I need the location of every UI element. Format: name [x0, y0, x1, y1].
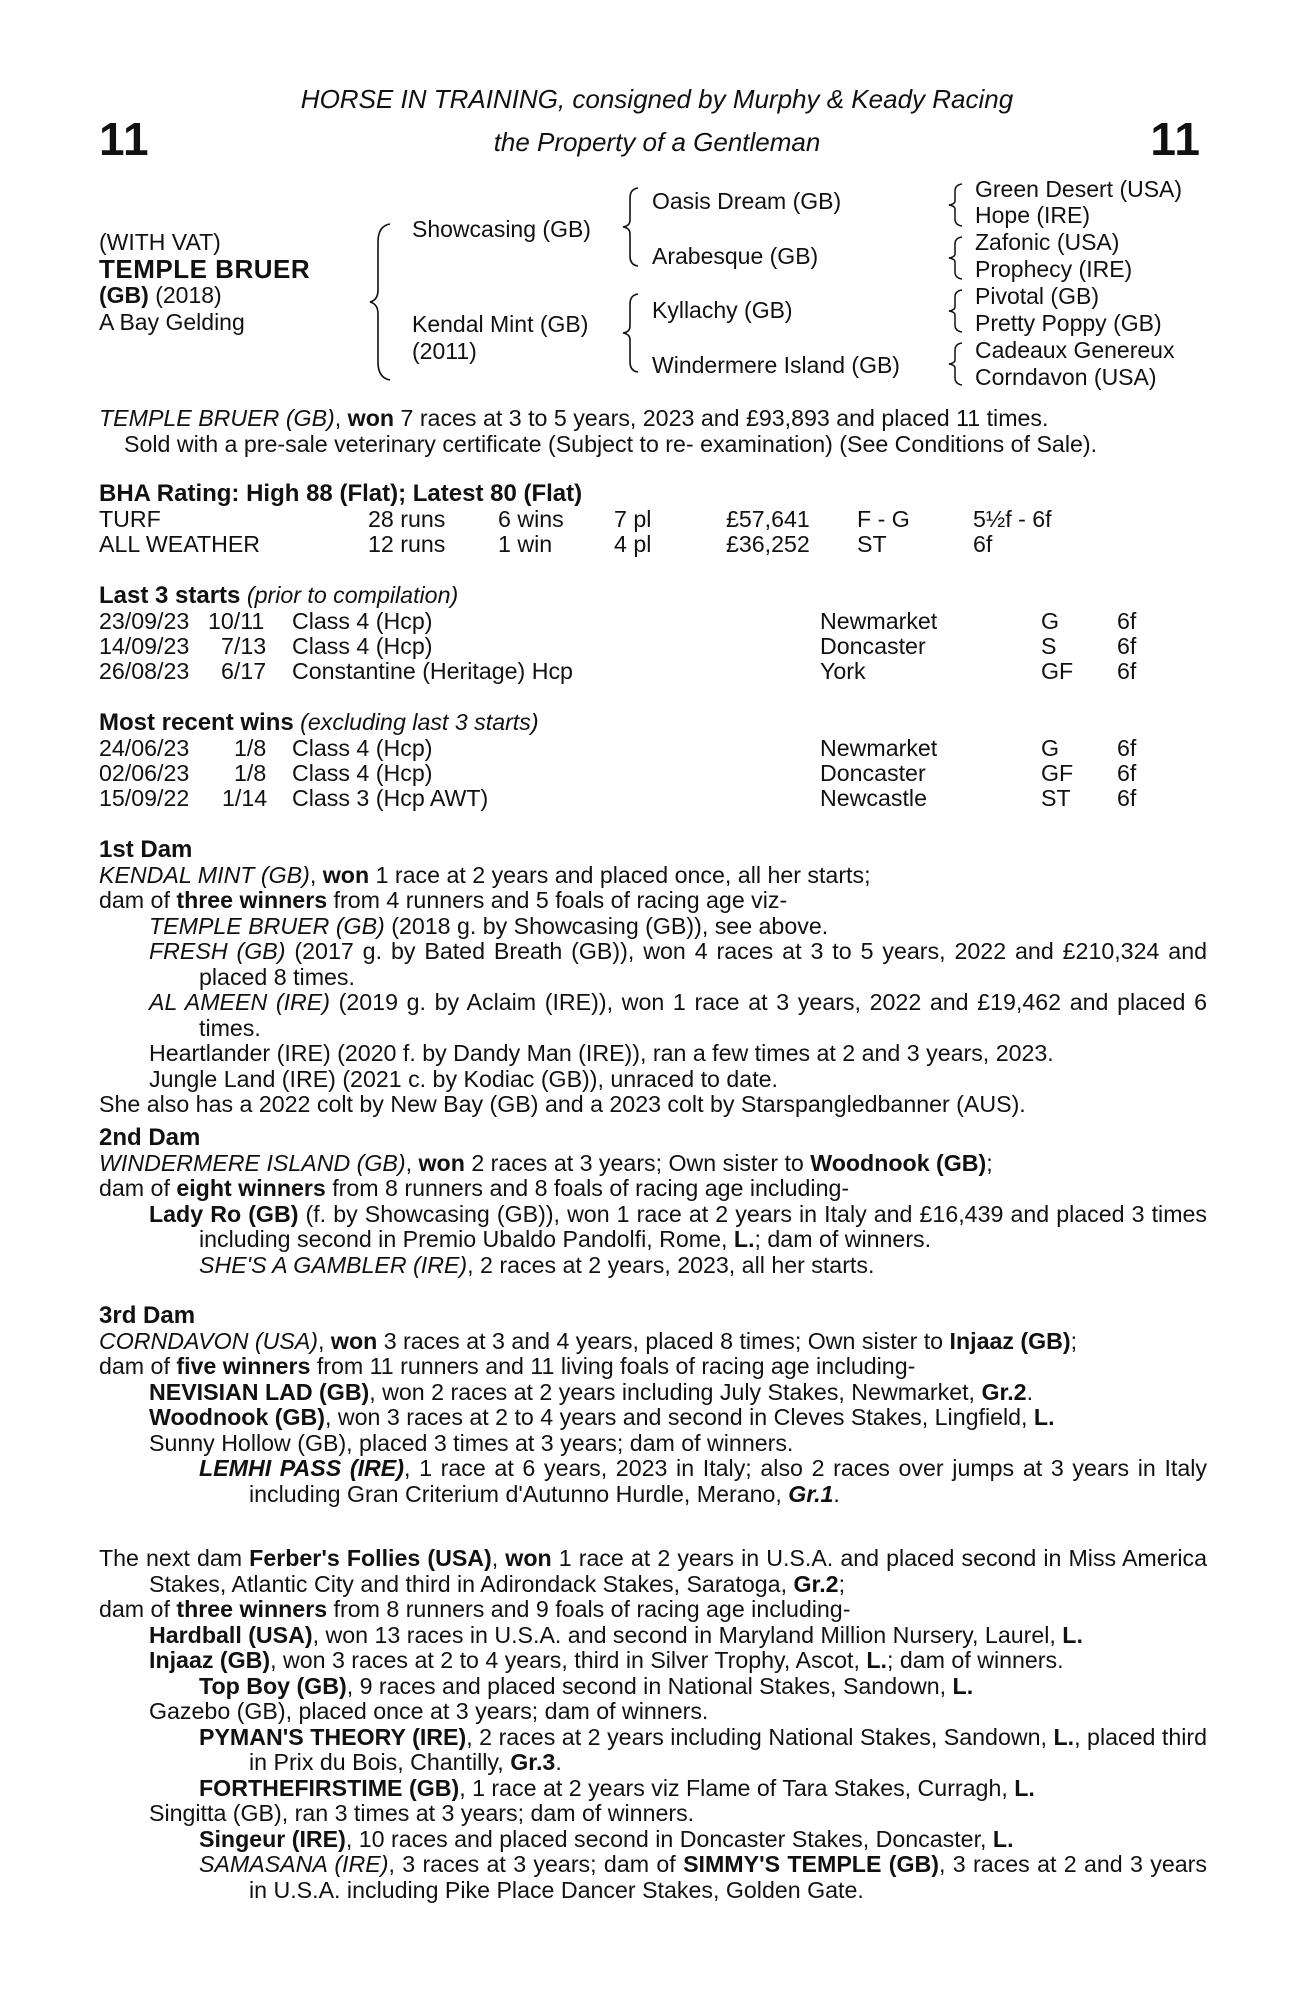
- header-property: the Property of a Gentleman: [493, 127, 821, 157]
- second-dam-line: WINDERMERE ISLAND (GB), won 2 races at 3 years; Own sister to Woodnook (GB);: [99, 1149, 993, 1176]
- list-item: SHE'S A GAMBLER (IRE), 2 races at 2 years, 2023, all her starts.: [199, 1251, 875, 1278]
- pedigree-brace-dam: [620, 292, 644, 374]
- pedigree-ssd: Hope (IRE): [975, 202, 1091, 228]
- pedigree-brace-ss: [946, 182, 968, 228]
- horse-name: TEMPLE BRUER: [99, 254, 311, 284]
- summary-vet-note: Sold with a pre-sale veterinary certificate (Subject to re- examination) (See Conditions of Sale).: [124, 431, 1098, 457]
- summary-line: TEMPLE BRUER (GB), won 7 races at 3 to 5 years, 2023 and £93,893 and placed 11 times.: [99, 405, 1049, 431]
- pedigree-sdd: Prophecy (IRE): [975, 256, 1133, 282]
- vat-note: (WITH VAT): [99, 229, 221, 255]
- list-item: FORTHEFIRSTIME (GB), 1 race at 2 years viz Flame of Tara Stakes, Curragh, L.: [199, 1774, 1035, 1801]
- horse-description: A Bay Gelding: [99, 309, 245, 335]
- pedigree-dsd: Pretty Poppy (GB): [975, 310, 1162, 336]
- pedigree-sds: Zafonic (USA): [975, 229, 1120, 255]
- second-dam-section: [99, 1125, 1207, 1278]
- first-dam-also: She also has a 2022 colt by New Bay (GB) and a 2023 colt by Starspangledbanner (AUS).: [99, 1091, 1026, 1117]
- list-item: Lady Ro (GB) (f. by Showcasing (GB)), won 1 race at 2 years in Italy and £16,439 and placed 3 times including second in Premio Ubaldo Pandolfi, Rome, L.; dam of winners.: [149, 1200, 1207, 1252]
- pedigree-brace-dd: [946, 341, 968, 387]
- next-dam-section: [99, 1546, 1207, 1903]
- list-item: PYMAN'S THEORY (IRE), 2 races at 2 years including National Stakes, Sandown, L., placed third in Prix du Bois, Chantilly, Gr.3.: [199, 1723, 1207, 1775]
- next-dam-produce-line: dam of three winners from 8 runners and 9 foals of racing age including-: [99, 1596, 851, 1622]
- pedigree-dds: Cadeaux Genereux: [975, 337, 1175, 363]
- list-item: Singitta (GB), ran 3 times at 3 years; dam of winners.: [149, 1800, 695, 1826]
- pedigree-ds: Kyllachy (GB): [652, 297, 793, 323]
- header-consignor: HORSE IN TRAINING, consigned by Murphy & Keady Racing: [300, 84, 1014, 114]
- pedigree-brace-ds: [946, 288, 968, 334]
- first-dam-heading: 1st Dam: [99, 836, 193, 863]
- pedigree-dam: Kendal Mint (GB): [412, 311, 589, 337]
- first-dam-section: [99, 837, 1207, 1118]
- list-item: Woodnook (GB), won 3 races at 2 to 4 years and second in Cleves Stakes, Lingfield, L.: [149, 1404, 1055, 1430]
- list-item: AL AMEEN (IRE) (2019 g. by Aclaim (IRE)), won 1 race at 3 years, 2022 and £19,462 and placed 6 times.: [149, 989, 1207, 1041]
- list-item: Singeur (IRE), 10 races and placed second in Doncaster Stakes, Doncaster, L.: [199, 1825, 1014, 1852]
- list-item: LEMHI PASS (IRE), 1 race at 6 years, 2023 in Italy; also 2 races over jumps at 3 years in Italy including Gran Criterium d'Autunno Hurdle, Merano, Gr.1.: [199, 1455, 1207, 1507]
- pedigree-ddd: Corndavon (USA): [975, 364, 1157, 390]
- pedigree-sd: Arabesque (GB): [652, 243, 819, 269]
- list-item: Jungle Land (IRE) (2021 c. by Kodiac (GB)), unraced to date.: [149, 1065, 778, 1092]
- pedigree-sire: Showcasing (GB): [412, 216, 591, 242]
- third-dam-produce-line: dam of five winners from 11 runners and 11 living foals of racing age including-: [99, 1353, 916, 1379]
- list-item: NEVISIAN LAD (GB), won 2 races at 2 years including July Stakes, Newmarket, Gr.2.: [149, 1378, 1034, 1405]
- list-item: Hardball (USA), won 13 races in U.S.A. and second in Maryland Million Nursery, Laurel, L.: [149, 1621, 1083, 1648]
- list-item: Top Boy (GB), 9 races and placed second in National Stakes, Sandown, L.: [199, 1672, 974, 1699]
- pedigree-brace-main: [368, 222, 398, 382]
- pedigree-dd: Windermere Island (GB): [652, 352, 900, 378]
- list-item: FRESH (GB) (2017 g. by Bated Breath (GB)), won 4 races at 3 to 5 years, 2022 and £210,324 and placed 8 times.: [149, 938, 1207, 990]
- list-item: Heartlander (IRE) (2020 f. by Dandy Man (IRE)), ran a few times at 2 and 3 years, 2023.: [149, 1040, 1054, 1066]
- last3-heading: Last 3 starts (prior to compilation): [99, 582, 459, 609]
- pedigree-brace-sire: [620, 186, 644, 268]
- list-item: Sunny Hollow (GB), placed 3 times at 3 years; dam of winners.: [149, 1429, 794, 1456]
- list-item: Gazebo (GB), placed once at 3 years; dam of winners.: [149, 1698, 709, 1724]
- next-dam-line: The next dam Ferber's Follies (USA), won 1 race at 2 years in U.S.A. and placed second in Miss America Stakes, Atlantic City and third in Adirondack Stakes, Saratoga, Gr.2;: [99, 1545, 1207, 1597]
- horse-country-year: (GB) (2018): [99, 282, 222, 308]
- list-item: TEMPLE BRUER (GB) (2018 g. by Showcasing (GB)), see above.: [149, 912, 829, 939]
- lot-number-left: 11: [99, 113, 150, 165]
- list-item: SAMASANA (IRE), 3 races at 3 years; dam of SIMMY'S TEMPLE (GB), 3 races at 2 and 3 years in U.S.A. including Pike Place Dancer Stakes, Golden Gate.: [199, 1851, 1207, 1903]
- third-dam-heading: 3rd Dam: [99, 1302, 196, 1329]
- recent-heading: Most recent wins (excluding last 3 starts): [99, 709, 539, 736]
- second-dam-heading: 2nd Dam: [99, 1124, 201, 1151]
- second-dam-produce-line: dam of eight winners from 8 runners and 8 foals of racing age including-: [99, 1175, 850, 1201]
- pedigree-sss: Green Desert (USA): [975, 176, 1183, 202]
- pedigree-dss: Pivotal (GB): [975, 283, 1099, 309]
- first-dam-line: KENDAL MINT (GB), won 1 race at 2 years and placed once, all her starts;: [99, 861, 871, 888]
- list-item: Injaaz (GB), won 3 races at 2 to 4 years, third in Silver Trophy, Ascot, L.; dam of winners.: [149, 1647, 1064, 1673]
- first-dam-produce-line: dam of three winners from 4 runners and 5 foals of racing age viz-: [99, 887, 788, 913]
- pedigree-ss: Oasis Dream (GB): [652, 188, 842, 214]
- pedigree-dam-year: (2011): [412, 338, 477, 364]
- third-dam-section: [99, 1303, 1207, 1507]
- bha-heading: BHA Rating: High 88 (Flat); Latest 80 (Flat): [99, 480, 583, 507]
- lot-number-right: 11: [1150, 113, 1201, 165]
- pedigree-brace-sd: [946, 235, 968, 281]
- third-dam-line: CORNDAVON (USA), won 3 races at 3 and 4 years, placed 8 times; Own sister to Injaaz (GB);: [99, 1327, 1078, 1354]
